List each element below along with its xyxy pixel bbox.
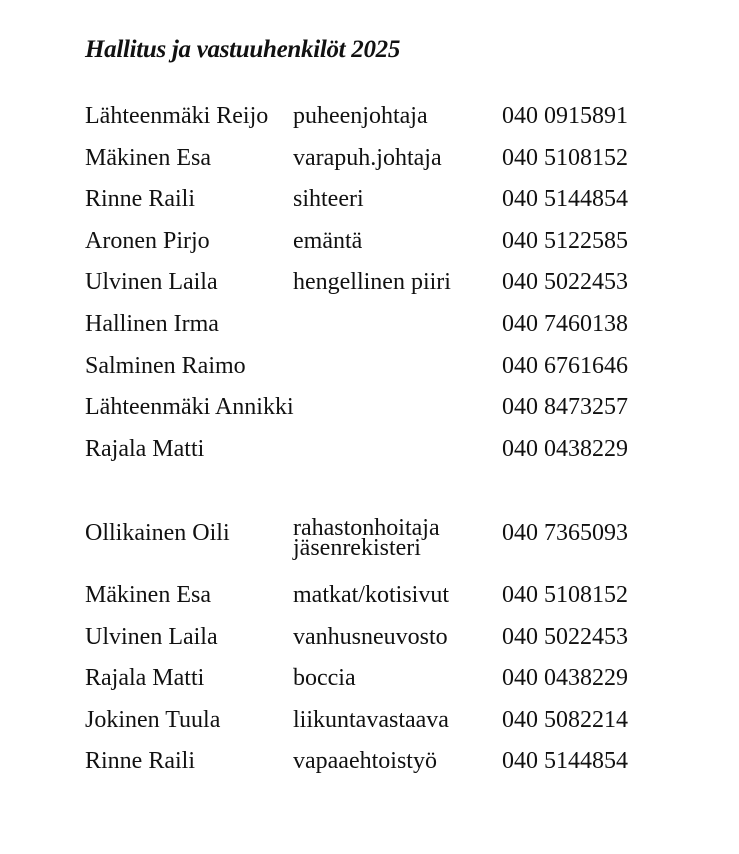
member-phone: 040 5122585	[502, 227, 628, 254]
member-name: Ollikainen Oili	[85, 520, 230, 546]
member-phone: 040 5108152	[502, 582, 628, 608]
member-role: liikuntavastaava	[293, 706, 449, 733]
member-name: Rinne Raili	[85, 186, 195, 213]
member-role: emäntä	[293, 227, 363, 254]
list-item	[85, 580, 685, 622]
list-item	[85, 101, 685, 143]
member-phone: 040 5144854	[502, 748, 628, 775]
member-name: Mäkinen Esa	[85, 582, 211, 608]
member-name: Rajala Matti	[85, 665, 205, 692]
member-name: Salminen Raimo	[85, 352, 246, 379]
member-phone: 040 0438229	[502, 665, 628, 692]
board-members-list	[85, 101, 685, 475]
list-item	[85, 515, 685, 580]
list-item	[85, 622, 685, 664]
member-name: Ulvinen Laila	[85, 623, 218, 650]
member-role: varapuh.johtaja	[293, 144, 442, 171]
member-role: sihteeri	[293, 186, 364, 213]
list-item	[85, 309, 685, 351]
member-name: Aronen Pirjo	[85, 227, 210, 254]
list-item	[85, 663, 685, 705]
list-item	[85, 351, 685, 393]
list-item	[85, 392, 685, 434]
list-item	[85, 434, 685, 476]
member-name: Lähteenmäki Annikki	[85, 394, 294, 421]
document-title: Hallitus ja vastuuhenkilöt 2025	[85, 36, 401, 63]
list-item	[85, 705, 685, 747]
member-phone: 040 5144854	[502, 186, 628, 213]
responsible-persons-list	[85, 515, 685, 788]
member-role-line: jäsenrekisteri	[293, 535, 421, 561]
list-item	[85, 746, 685, 788]
member-phone: 040 6761646	[502, 352, 628, 379]
member-phone: 040 5022453	[502, 623, 628, 650]
member-phone: 040 8473257	[502, 394, 628, 421]
member-name: Lähteenmäki Reijo	[85, 103, 269, 129]
member-phone: 040 7365093	[502, 520, 628, 546]
member-name: Hallinen Irma	[85, 310, 219, 337]
list-item	[85, 226, 685, 268]
member-role: puheenjohtaja	[293, 103, 428, 129]
member-name: Mäkinen Esa	[85, 144, 211, 171]
member-phone: 040 0438229	[502, 435, 628, 462]
list-item	[85, 143, 685, 185]
member-role-line: rahastonhoitaja	[293, 515, 440, 541]
member-name: Rajala Matti	[85, 435, 205, 462]
member-name: Rinne Raili	[85, 748, 195, 775]
member-role: vanhusneuvosto	[293, 623, 448, 650]
member-phone: 040 5082214	[502, 706, 628, 733]
member-phone: 040 7460138	[502, 310, 628, 337]
member-phone: 040 5108152	[502, 144, 628, 171]
member-role	[293, 515, 440, 561]
member-role: vapaaehtoistyö	[293, 748, 437, 775]
member-role: matkat/kotisivut	[293, 582, 449, 608]
member-name: Jokinen Tuula	[85, 706, 221, 733]
member-role: hengellinen piiri	[293, 269, 451, 296]
member-name: Ulvinen Laila	[85, 269, 218, 296]
member-role: boccia	[293, 665, 356, 692]
list-item	[85, 267, 685, 309]
list-item	[85, 184, 685, 226]
member-phone: 040 0915891	[502, 103, 628, 129]
member-phone: 040 5022453	[502, 269, 628, 296]
